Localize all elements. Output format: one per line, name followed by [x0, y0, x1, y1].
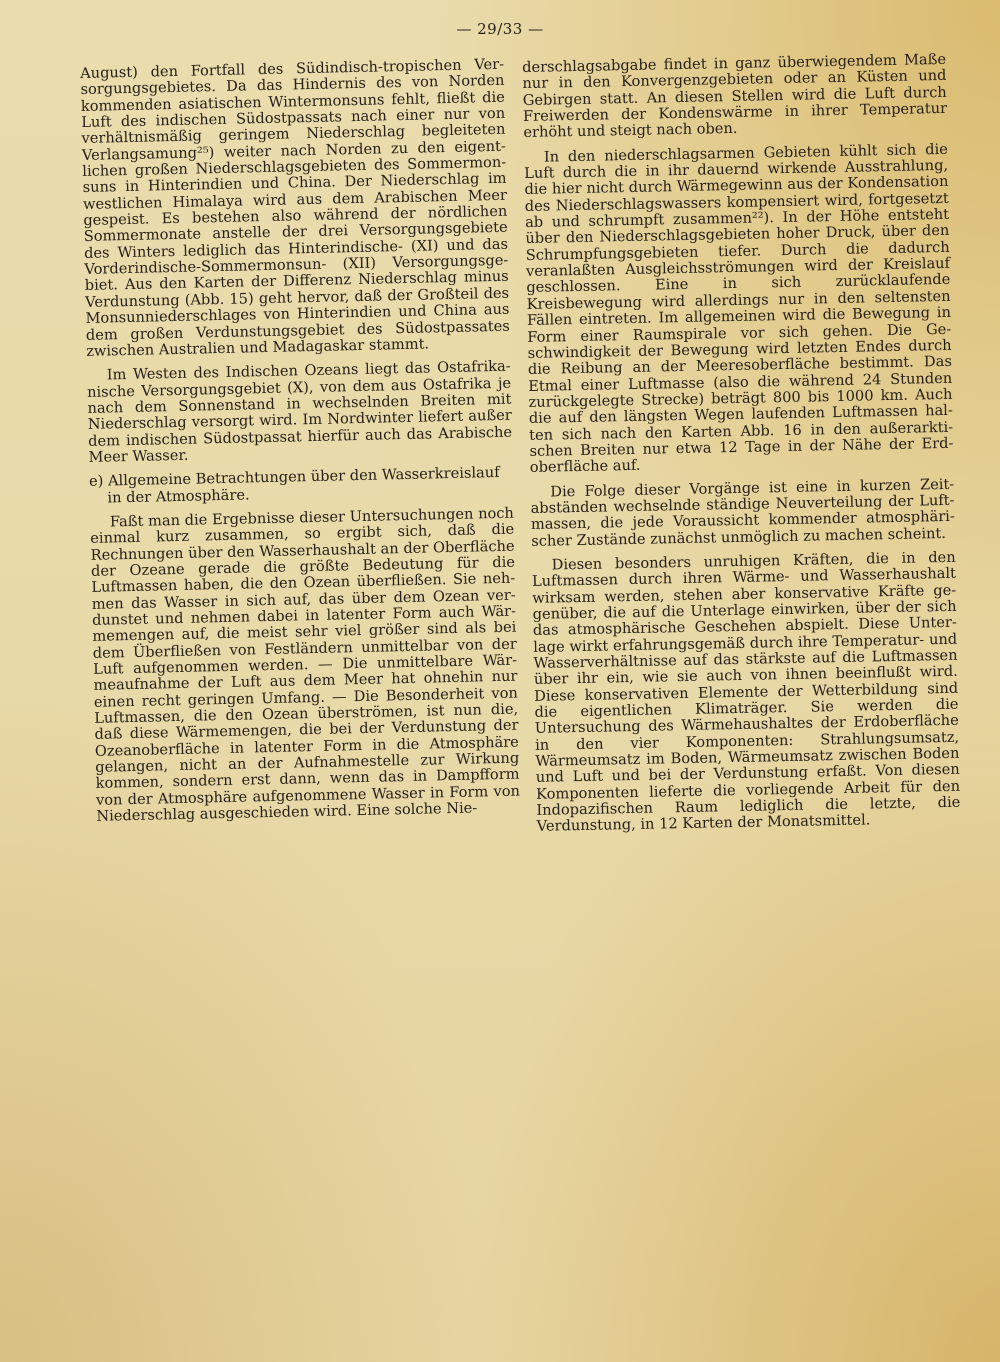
right-column	[522, 52, 961, 836]
left-column	[80, 57, 520, 826]
section-heading: e) Allgemeine Betrachtungen über den Wasserkreislauf in der Atmosphäre.	[88, 464, 500, 507]
paragraph: derschlagsabgabe findet in ganz überwiegendem Maße nur in den Konvergenzgebieten oder an Küsten und Gebirgen statt. An diesen Stellen wird die Luft durch Freiwerden der Kondenswärme in ihrer Temperatur erhöht und steigt nach oben.	[521, 50, 948, 142]
paragraph: August) den Fortfall des Südindisch-tropischen Versorgungsgebietes. Da das Hindernis des von Norden kommenden asiatischen Wintermonsuns fehlt, fließt die Luft des indischen Südostpassats nach einer nur von verhältnismäßig geringem Niederschlag begleiteten Verlangsamung²⁵) weiter nach Norden zu den eigentlichen großen Niederschlagsgebieten des Sommermonsuns in Hinterindien und China. Der Niederschlag im westlichen Himalaya wird aus dem Arabischen Meer gespeist. Es bestehen also während der nördlichen Sommermonate anstelle der drei Versorgungsgebiete des Winters lediglich das Hinterindische- (XI) und das Vorderindische-Sommermonsun- (XII) Versorgungsgebiet. Aus den Karten der Differenz Niederschlag minus Verdunstung (Abb. 15) geht hervor, daß der Großteil des Monsunniederschlages von Hinterindien und China aus dem großen Verdunstungsgebiet des Südostpassates zwischen Australien und Madagaskar stammt.	[79, 55, 510, 360]
paragraph: Diesen besonders unruhigen Kräften, die in den Luftmassen durch ihren Wärme- und Wasserhaushalt wirksam werden, stehen aber konservative Kräfte gegenüber, die auf die Unterlage einwirken, über der sich das atmosphärische Geschehen abspielt. Diese Unterlage wirkt erfahrungsgemäß durch ihre Temperatur- und Wasserverhältnisse auf das stärkste auf die Luftmassen über ihr ein, wie sie auch von ihnen beeinflußt wird. Diese konservativen Elemente der Wetterbildung sind die eigentlichen Klimaträger. Sie werden die Untersuchung des Wärmehaushaltes der Erdoberfläche in den vier Komponenten: Strahlungsumsatz, Wärmeumsatz im Boden, Wärmeumsatz zwischen Boden und Luft und bei der Verdunstung erfaßt. Von diesen Komponenten lieferte die vorliegende Arbeit für den Indopazifischen Raum lediglich die letzte, die Verdunstung, in 12 Karten der Monatsmittel.	[531, 548, 961, 836]
paragraph: In den niederschlagsarmen Gebieten kühlt sich die Luft durch die in ihr dauernd wirkende Ausstrahlung, die hier nicht durch Wärmegewinn aus der Kondensation des Niederschlagswassers kompensiert wird, fortgesetzt ab und schrumpft zusammen²²). In der Höhe entsteht über den Niederschlagsgebieten hoher Druck, über den Schrumpfungsgebieten tiefer. Durch die dadurch veranlaßten Ausgleichsströmungen wird der Kreislauf geschlossen. Eine in sich zurücklaufende Kreisbewegung wird allerdings nur in den seltensten Fällen eintreten. Im allgemeinen wird die Bewegung in Form einer Raumspirale vor sich gehen. Die Geschwindigkeit der Bewegung wird letzten Endes durch die Reibung an der Meeresoberfläche bestimmt. Das Etmal einer Luftmasse (also die während 24 Stunden zurückgelegte Strecke) beträgt 800 bis 1000 km. Auch die auf den längsten Wegen laufenden Luftmassen halten sich nach den Karten Abb. 16 in den außerarktischen Breiten nur etwa 12 Tage in der Nähe der Erdoberfläche auf.	[524, 140, 954, 477]
paragraph: Faßt man die Ergebnisse dieser Untersuchungen noch einmal kurz zusammen, so ergibt sich, daß die Rechnungen über den Wasserhaushalt an der Oberfläche der Ozeane gerade die größte Bedeutung für die Luftmassen haben, die den Ozean überfließen. Sie nehmen das Wasser in sich auf, das über dem Ozean verdunstet und nehmen dabei in latenter Form auch Wärmemengen auf, die meist sehr viel größer sind als bei dem Überfließen von Festländern unmittelbar von der Luft aufgenommen werden. — Die unmittelbare Wärmeaufnahme der Luft aus dem Meer hat ohnehin nur einen recht geringen Umfang. — Die Besonderheit von Luftmassen, die den Ozean überströmen, ist nun die, daß diese Wärmemengen, die bei der Verdunstung der Ozeanoberfläche in latenter Form in die Atmosphäre gelangen, nicht an der Aufnahmestelle zur Wirkung kommen, sondern erst dann, wenn das in Dampfform von der Atmosphäre aufgenommene Wasser in Form von Niederschlag ausgeschieden wird. Eine solche Nie-	[90, 504, 521, 825]
paragraph: Im Westen des Indischen Ozeans liegt das Ostafrikanische Versorgungsgebiet (X), von dem aus Ostafrika je nach dem Sonnenstand in wechselnden Breiten mit Niederschlag versorgt wird. Im Nordwinter liefert außer dem indischen Südostpassat hierfür auch das Arabische Meer Wasser.	[86, 357, 513, 466]
page-number: — 29/33 —	[456, 20, 544, 38]
paragraph: Die Folge dieser Vorgänge ist eine in kurzen Zeitabständen wechselnde ständige Neuverteilung der Luftmassen, die jede Voraussicht kommender atmosphärischer Zustände zunächst unmöglich zu machen scheint.	[530, 475, 956, 550]
